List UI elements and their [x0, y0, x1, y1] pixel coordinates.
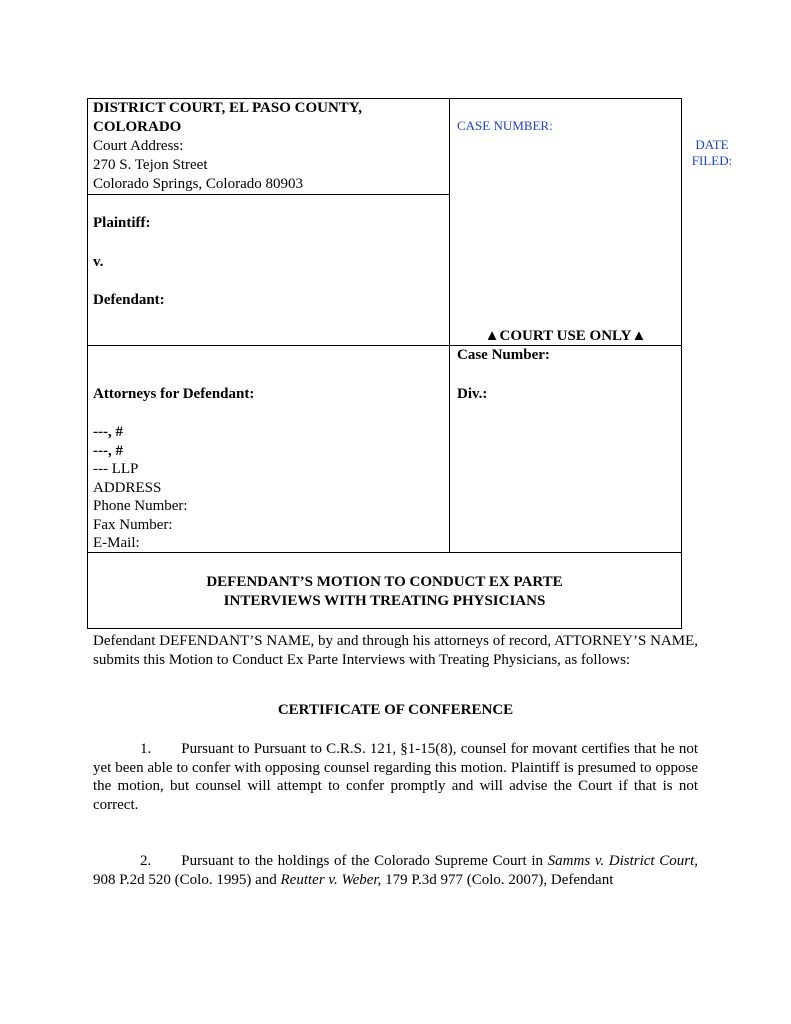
paragraph-2-text-c: 179 P.3d 977 (Colo. 2007), Defendant	[381, 871, 614, 888]
intro-paragraph: Defendant DEFENDANT’S NAME, by and through his attorneys of record, ATTORNEY’S NAME, submits this Motion to Conduct Ex Parte Interviews with Treating Physicians, as follows:	[93, 633, 698, 668]
case-citation-reutter: Reutter v. Weber,	[280, 871, 382, 888]
paragraph-2-number: 2.	[140, 853, 152, 869]
defendant-label: Defendant:	[93, 292, 165, 308]
motion-title-line-1: DEFENDANT’S MOTION TO CONDUCT EX PARTE	[206, 574, 563, 590]
attorney-block	[93, 423, 443, 553]
court-block	[93, 99, 443, 194]
paragraph-2	[93, 852, 698, 889]
motion-title	[88, 573, 681, 611]
plaintiff-label: Plaintiff:	[93, 215, 151, 231]
section-heading: CERTIFICATE OF CONFERENCE	[277, 702, 514, 718]
caption-border-right	[681, 98, 682, 629]
court-use-only: ▲COURT USE ONLY▲	[484, 328, 647, 344]
fax-label: Fax Number:	[93, 516, 173, 533]
court-street: 270 S. Tejon Street	[93, 157, 208, 173]
court-address-label: Court Address:	[93, 138, 184, 154]
versus-label: v.	[93, 254, 104, 270]
motion-title-line-2: INTERVIEWS WITH TREATING PHYSICIANS	[223, 593, 546, 609]
attorneys-label: Attorneys for Defendant:	[93, 386, 255, 402]
attorney-line-2: ---, #	[93, 442, 123, 459]
paragraph-1-number: 1.	[140, 741, 152, 757]
phone-label: Phone Number:	[93, 498, 188, 514]
paragraph-2-text-a: Pursuant to the holdings of the Colorado Supreme Court in	[181, 853, 548, 869]
case-number-label: Case Number:	[457, 347, 550, 363]
firm-address: ADDRESS	[93, 479, 162, 496]
caption-column-divider	[449, 98, 450, 553]
court-name: DISTRICT COURT, EL PASO COUNTY, COLORADO	[93, 100, 362, 135]
caption-border-left	[87, 98, 88, 629]
court-city: Colorado Springs, Colorado 80903	[93, 176, 303, 192]
case-citation-samms: Samms v. District Court,	[547, 853, 698, 869]
caption-court-divider	[87, 194, 450, 195]
attorney-line-1: ---, #	[93, 424, 123, 440]
caption-border-bottom	[87, 628, 682, 629]
division-label: Div.:	[457, 386, 488, 402]
paragraph-2-text-b: 908 P.2d 520 (Colo. 1995) and	[93, 871, 281, 888]
case-number-stamp: CASE NUMBER:	[457, 118, 553, 133]
email-label: E-Mail:	[93, 535, 140, 551]
paragraph-1-text: Pursuant to Pursuant to C.R.S. 121, §1-15(8), counsel for movant certifies that he not yet been able to confer with opposing counsel regarding this motion. Plaintiff is presumed to oppose the motion, but counsel will attempt to confer promptly and will advise the Court if that is not correct.	[93, 741, 698, 813]
law-firm: --- LLP	[93, 461, 139, 477]
paragraph-1	[93, 740, 698, 814]
date-filed-stamp: DATE FILED:	[691, 137, 733, 168]
